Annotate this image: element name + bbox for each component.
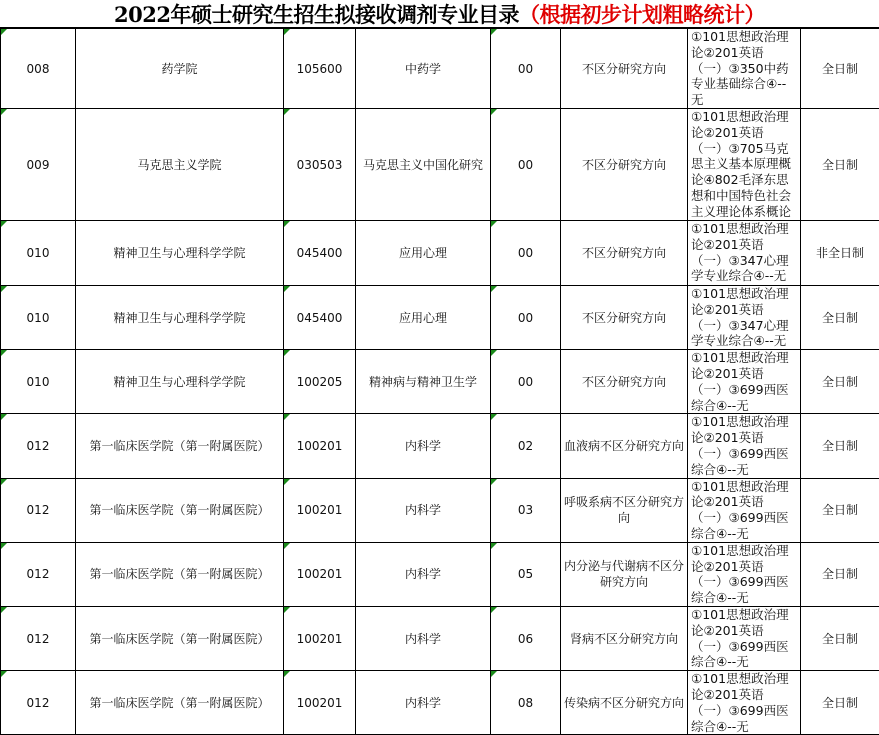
table-row <box>1 671 879 735</box>
direction-code-cell[interactable]: 00 <box>491 221 561 286</box>
major-name-cell[interactable]: 精神病与精神卫生学 <box>356 350 491 414</box>
school-name-cell[interactable]: 第一临床医学院（第一附属医院） <box>76 414 284 478</box>
direction-code-cell[interactable]: 08 <box>491 671 561 735</box>
exam-subjects-cell[interactable]: ①101思想政治理 论②201英语 （一）③350中药 专业基础综合④-- 无 <box>688 29 801 109</box>
major-code-cell[interactable]: 045400 <box>284 286 356 350</box>
title-note: （根据初步计划粗略统计） <box>519 2 765 27</box>
table-row <box>1 606 879 670</box>
direction-cell[interactable]: 传染病不区分研究方向 <box>561 671 688 735</box>
study-mode-cell[interactable]: 全日制 <box>801 350 879 414</box>
program-table <box>0 28 879 735</box>
school-name-cell[interactable]: 马克思主义学院 <box>76 109 284 221</box>
exam-subjects-cell[interactable]: ①101思想政治理 论②201英语 （一）③699西医 综合④--无 <box>688 350 801 414</box>
direction-code-cell[interactable]: 00 <box>491 29 561 109</box>
major-code-cell[interactable]: 030503 <box>284 109 356 221</box>
school-code-cell[interactable]: 010 <box>1 286 76 350</box>
school-name-cell[interactable]: 药学院 <box>76 29 284 109</box>
direction-code-cell[interactable]: 05 <box>491 542 561 606</box>
table-row <box>1 542 879 606</box>
school-code-cell[interactable]: 010 <box>1 350 76 414</box>
direction-cell[interactable]: 不区分研究方向 <box>561 286 688 350</box>
major-name-cell[interactable]: 内科学 <box>356 478 491 542</box>
major-code-cell[interactable]: 105600 <box>284 29 356 109</box>
exam-subjects-cell[interactable]: ①101思想政治理 论②201英语 （一）③699西医 综合④--无 <box>688 671 801 735</box>
direction-code-cell[interactable]: 00 <box>491 350 561 414</box>
school-code-cell[interactable]: 012 <box>1 671 76 735</box>
exam-subjects-cell[interactable]: ①101思想政治理 论②201英语 （一）③705马克 思主义基本原理概 论④802毛泽东思 想和中国特色社会 主义理论体系概论 <box>688 109 801 221</box>
exam-subjects-cell[interactable]: ①101思想政治理 论②201英语 （一）③699西医 综合④--无 <box>688 478 801 542</box>
major-code-cell[interactable]: 100201 <box>284 414 356 478</box>
table-row <box>1 350 879 414</box>
school-code-cell[interactable]: 010 <box>1 221 76 286</box>
direction-cell[interactable]: 不区分研究方向 <box>561 29 688 109</box>
exam-subjects-cell[interactable]: ①101思想政治理 论②201英语 （一）③699西医 综合④--无 <box>688 542 801 606</box>
table-row <box>1 29 879 109</box>
school-name-cell[interactable]: 精神卫生与心理科学学院 <box>76 286 284 350</box>
direction-cell[interactable]: 呼吸系病不区分研究方向 <box>561 478 688 542</box>
table-row <box>1 478 879 542</box>
school-name-cell[interactable]: 精神卫生与心理科学学院 <box>76 221 284 286</box>
table-row <box>1 286 879 350</box>
major-code-cell[interactable]: 100205 <box>284 350 356 414</box>
major-name-cell[interactable]: 内科学 <box>356 671 491 735</box>
major-name-cell[interactable]: 内科学 <box>356 414 491 478</box>
exam-subjects-cell[interactable]: ①101思想政治理 论②201英语 （一）③347心理 学专业综合④--无 <box>688 221 801 286</box>
table-row <box>1 109 879 221</box>
direction-code-cell[interactable]: 00 <box>491 286 561 350</box>
study-mode-cell[interactable]: 全日制 <box>801 286 879 350</box>
study-mode-cell[interactable]: 全日制 <box>801 671 879 735</box>
major-code-cell[interactable]: 100201 <box>284 671 356 735</box>
school-name-cell[interactable]: 第一临床医学院（第一附属医院） <box>76 671 284 735</box>
major-name-cell[interactable]: 马克思主义中国化研究 <box>356 109 491 221</box>
title-main: 2022年硕士研究生招生拟接收调剂专业目录 <box>114 2 519 27</box>
study-mode-cell[interactable]: 全日制 <box>801 109 879 221</box>
table-row <box>1 414 879 478</box>
direction-cell[interactable]: 内分泌与代谢病不区分研究方向 <box>561 542 688 606</box>
school-code-cell[interactable]: 012 <box>1 606 76 670</box>
major-name-cell[interactable]: 应用心理 <box>356 221 491 286</box>
school-code-cell[interactable]: 012 <box>1 478 76 542</box>
direction-cell[interactable]: 血液病不区分研究方向 <box>561 414 688 478</box>
study-mode-cell[interactable]: 全日制 <box>801 606 879 670</box>
major-code-cell[interactable]: 100201 <box>284 478 356 542</box>
study-mode-cell[interactable]: 全日制 <box>801 414 879 478</box>
exam-subjects-cell[interactable]: ①101思想政治理 论②201英语 （一）③699西医 综合④--无 <box>688 414 801 478</box>
direction-cell[interactable]: 不区分研究方向 <box>561 221 688 286</box>
study-mode-cell[interactable]: 全日制 <box>801 542 879 606</box>
study-mode-cell[interactable]: 全日制 <box>801 29 879 109</box>
direction-code-cell[interactable]: 03 <box>491 478 561 542</box>
direction-cell[interactable]: 不区分研究方向 <box>561 109 688 221</box>
school-code-cell[interactable]: 009 <box>1 109 76 221</box>
school-name-cell[interactable]: 精神卫生与心理科学学院 <box>76 350 284 414</box>
major-name-cell[interactable]: 内科学 <box>356 606 491 670</box>
school-code-cell[interactable]: 012 <box>1 542 76 606</box>
major-name-cell[interactable]: 应用心理 <box>356 286 491 350</box>
school-code-cell[interactable]: 012 <box>1 414 76 478</box>
direction-code-cell[interactable]: 02 <box>491 414 561 478</box>
major-code-cell[interactable]: 100201 <box>284 606 356 670</box>
school-name-cell[interactable]: 第一临床医学院（第一附属医院） <box>76 542 284 606</box>
school-name-cell[interactable]: 第一临床医学院（第一附属医院） <box>76 478 284 542</box>
study-mode-cell[interactable]: 非全日制 <box>801 221 879 286</box>
school-code-cell[interactable]: 008 <box>1 29 76 109</box>
major-code-cell[interactable]: 100201 <box>284 542 356 606</box>
exam-subjects-cell[interactable]: ①101思想政治理 论②201英语 （一）③347心理 学专业综合④--无 <box>688 286 801 350</box>
school-name-cell[interactable]: 第一临床医学院（第一附属医院） <box>76 606 284 670</box>
table-row <box>1 221 879 286</box>
study-mode-cell[interactable]: 全日制 <box>801 478 879 542</box>
major-name-cell[interactable]: 内科学 <box>356 542 491 606</box>
direction-code-cell[interactable]: 06 <box>491 606 561 670</box>
exam-subjects-cell[interactable]: ①101思想政治理 论②201英语 （一）③699西医 综合④--无 <box>688 606 801 670</box>
major-code-cell[interactable]: 045400 <box>284 221 356 286</box>
page-title <box>0 0 879 28</box>
direction-cell[interactable]: 不区分研究方向 <box>561 350 688 414</box>
direction-code-cell[interactable]: 00 <box>491 109 561 221</box>
major-name-cell[interactable]: 中药学 <box>356 29 491 109</box>
direction-cell[interactable]: 肾病不区分研究方向 <box>561 606 688 670</box>
